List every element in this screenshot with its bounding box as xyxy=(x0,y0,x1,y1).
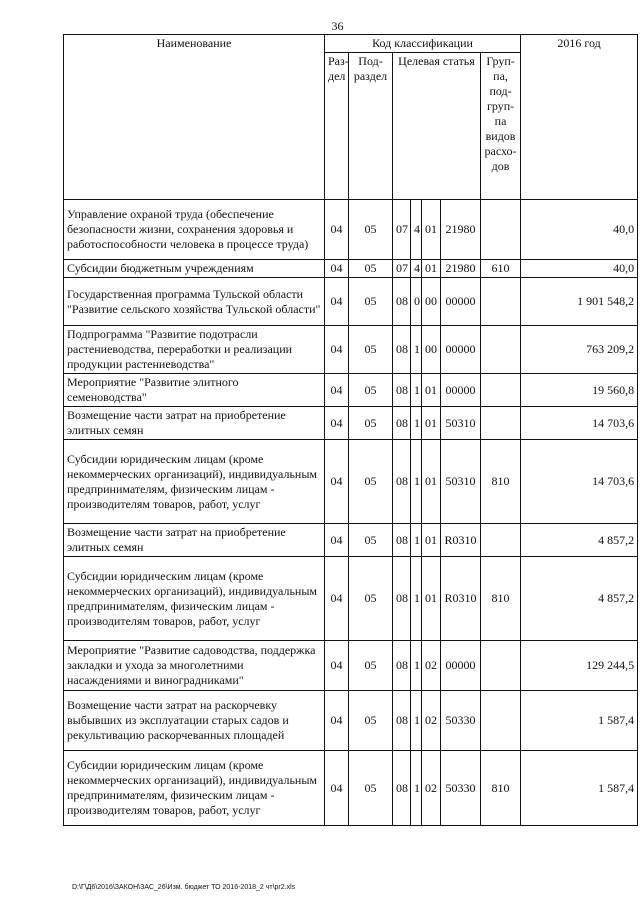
cell-t4: 00000 xyxy=(441,641,481,691)
cell-t2: 1 xyxy=(411,691,422,751)
cell-t4: R0310 xyxy=(441,524,481,557)
cell-amount: 40,0 xyxy=(521,260,638,278)
cell-t1: 08 xyxy=(393,557,411,641)
header-podrazdel: Под-раздел xyxy=(349,53,393,200)
cell-t4: 21980 xyxy=(441,260,481,278)
cell-podrazdel: 05 xyxy=(349,751,393,826)
cell-amount: 19 560,8 xyxy=(521,374,638,407)
cell-t3: 02 xyxy=(422,691,441,751)
cell-name: Мероприятие "Развитие элитного семеноводства" xyxy=(64,374,325,407)
cell-razdel: 04 xyxy=(325,407,349,440)
cell-razdel: 04 xyxy=(325,260,349,278)
cell-razdel: 04 xyxy=(325,326,349,374)
table-row xyxy=(64,278,638,326)
cell-t1: 08 xyxy=(393,374,411,407)
cell-razdel: 04 xyxy=(325,524,349,557)
table-row xyxy=(64,557,638,641)
cell-t1: 07 xyxy=(393,260,411,278)
table-row xyxy=(64,751,638,826)
cell-t2: 1 xyxy=(411,524,422,557)
cell-vid: 810 xyxy=(481,557,521,641)
cell-t3: 02 xyxy=(422,641,441,691)
cell-razdel: 04 xyxy=(325,374,349,407)
cell-name: Субсидии юридическим лицам (кроме некоммерческих организаций), индивидуальным предпринимателям, физическим лицам - производителям товаров, работ, услуг xyxy=(64,557,325,641)
cell-amount: 129 244,5 xyxy=(521,641,638,691)
cell-t2: 4 xyxy=(411,260,422,278)
cell-t2: 1 xyxy=(411,440,422,524)
cell-vid xyxy=(481,200,521,260)
table-row xyxy=(64,691,638,751)
cell-name: Управление охраной труда (обеспечение безопасности жизни, сохранения здоровья и работоспособности человека в процессе труда) xyxy=(64,200,325,260)
header-group: Груп-па, под-груп-па видов расхо-дов xyxy=(481,53,521,200)
cell-t2: 1 xyxy=(411,751,422,826)
cell-razdel: 04 xyxy=(325,440,349,524)
budget-table xyxy=(63,34,638,826)
cell-t1: 08 xyxy=(393,524,411,557)
cell-razdel: 04 xyxy=(325,751,349,826)
cell-vid xyxy=(481,326,521,374)
cell-t4: 50330 xyxy=(441,691,481,751)
cell-t3: 01 xyxy=(422,557,441,641)
cell-amount: 763 209,2 xyxy=(521,326,638,374)
table-row xyxy=(64,641,638,691)
cell-vid xyxy=(481,278,521,326)
cell-t3: 01 xyxy=(422,374,441,407)
cell-name: Возмещение части затрат на приобретение элитных семян xyxy=(64,407,325,440)
cell-amount: 1 901 548,2 xyxy=(521,278,638,326)
cell-podrazdel: 05 xyxy=(349,641,393,691)
cell-vid: 810 xyxy=(481,751,521,826)
cell-amount: 1 587,4 xyxy=(521,751,638,826)
cell-name: Возмещение части затрат на приобретение элитных семян xyxy=(64,524,325,557)
cell-amount: 40,0 xyxy=(521,200,638,260)
cell-t1: 08 xyxy=(393,326,411,374)
cell-vid xyxy=(481,691,521,751)
header-target: Целевая статья xyxy=(393,53,481,200)
cell-t2: 0 xyxy=(411,278,422,326)
cell-t4: 00000 xyxy=(441,374,481,407)
cell-razdel: 04 xyxy=(325,641,349,691)
table-row xyxy=(64,260,638,278)
cell-podrazdel: 05 xyxy=(349,524,393,557)
cell-t4: 21980 xyxy=(441,200,481,260)
cell-t1: 08 xyxy=(393,691,411,751)
cell-amount: 1 587,4 xyxy=(521,691,638,751)
cell-name: Государственная программа Тульской области "Развитие сельского хозяйства Тульской области" xyxy=(64,278,325,326)
cell-t4: 50310 xyxy=(441,407,481,440)
cell-podrazdel: 05 xyxy=(349,440,393,524)
cell-name: Субсидии бюджетным учреждениям xyxy=(64,260,325,278)
cell-amount: 14 703,6 xyxy=(521,440,638,524)
cell-amount: 4 857,2 xyxy=(521,524,638,557)
cell-podrazdel: 05 xyxy=(349,278,393,326)
table-row xyxy=(64,440,638,524)
cell-t1: 08 xyxy=(393,641,411,691)
cell-t1: 08 xyxy=(393,751,411,826)
cell-vid xyxy=(481,374,521,407)
cell-podrazdel: 05 xyxy=(349,407,393,440)
cell-vid xyxy=(481,524,521,557)
table-row xyxy=(64,326,638,374)
header-classification: Код классификации xyxy=(325,35,521,53)
table-row xyxy=(64,200,638,260)
cell-vid xyxy=(481,641,521,691)
page-number: 36 xyxy=(331,19,344,33)
cell-t2: 1 xyxy=(411,641,422,691)
cell-vid: 810 xyxy=(481,440,521,524)
cell-t4: 50310 xyxy=(441,440,481,524)
cell-name: Субсидии юридическим лицам (кроме некоммерческих организаций), индивидуальным предпринимателям, физическим лицам - производителям товаров, работ, услуг xyxy=(64,751,325,826)
cell-podrazdel: 05 xyxy=(349,374,393,407)
cell-podrazdel: 05 xyxy=(349,557,393,641)
cell-name: Мероприятие "Развитие садоводства, поддержка закладки и ухода за многолетними насаждениями и виноградниками" xyxy=(64,641,325,691)
header-razdel: Раз-дел xyxy=(325,53,349,200)
cell-t2: 4 xyxy=(411,200,422,260)
cell-vid xyxy=(481,407,521,440)
cell-podrazdel: 05 xyxy=(349,326,393,374)
file-path-footer: D:\Г\Д6\2016\ЗАКОН\ЗАС_26\Изм. бюджет ТО 2016-2018_2 чт\pr2.xls xyxy=(72,884,296,891)
cell-t1: 08 xyxy=(393,440,411,524)
cell-t1: 08 xyxy=(393,407,411,440)
header-name: Наименование xyxy=(64,35,325,200)
cell-vid: 610 xyxy=(481,260,521,278)
cell-t1: 07 xyxy=(393,200,411,260)
cell-t4: 00000 xyxy=(441,326,481,374)
header-year: 2016 год xyxy=(521,35,638,200)
cell-t2: 1 xyxy=(411,374,422,407)
cell-name: Подпрограмма "Развитие подотрасли растениеводства, переработки и реализации продукции растениеводства" xyxy=(64,326,325,374)
cell-podrazdel: 05 xyxy=(349,200,393,260)
table-row xyxy=(64,374,638,407)
cell-t3: 01 xyxy=(422,440,441,524)
table-row xyxy=(64,524,638,557)
cell-t4: 50330 xyxy=(441,751,481,826)
cell-t3: 01 xyxy=(422,407,441,440)
cell-t4: R0310 xyxy=(441,557,481,641)
cell-podrazdel: 05 xyxy=(349,691,393,751)
cell-t4: 00000 xyxy=(441,278,481,326)
table-row xyxy=(64,407,638,440)
cell-t3: 00 xyxy=(422,326,441,374)
cell-t3: 01 xyxy=(422,524,441,557)
header-row-top xyxy=(64,35,638,53)
cell-razdel: 04 xyxy=(325,278,349,326)
cell-t3: 02 xyxy=(422,751,441,826)
cell-t3: 00 xyxy=(422,278,441,326)
cell-t1: 08 xyxy=(393,278,411,326)
cell-t3: 01 xyxy=(422,200,441,260)
cell-amount: 14 703,6 xyxy=(521,407,638,440)
cell-amount: 4 857,2 xyxy=(521,557,638,641)
table-body xyxy=(64,200,638,826)
cell-razdel: 04 xyxy=(325,200,349,260)
cell-t3: 01 xyxy=(422,260,441,278)
cell-razdel: 04 xyxy=(325,557,349,641)
cell-podrazdel: 05 xyxy=(349,260,393,278)
cell-t2: 1 xyxy=(411,326,422,374)
cell-razdel: 04 xyxy=(325,691,349,751)
cell-t2: 1 xyxy=(411,557,422,641)
cell-t2: 1 xyxy=(411,407,422,440)
cell-name: Субсидии юридическим лицам (кроме некоммерческих организаций), индивидуальным предпринимателям, физическим лицам - производителям товаров, работ, услуг xyxy=(64,440,325,524)
cell-name: Возмещение части затрат на раскорчевку выбывших из эксплуатации старых садов и рекультивацию раскорчеванных площадей xyxy=(64,691,325,751)
